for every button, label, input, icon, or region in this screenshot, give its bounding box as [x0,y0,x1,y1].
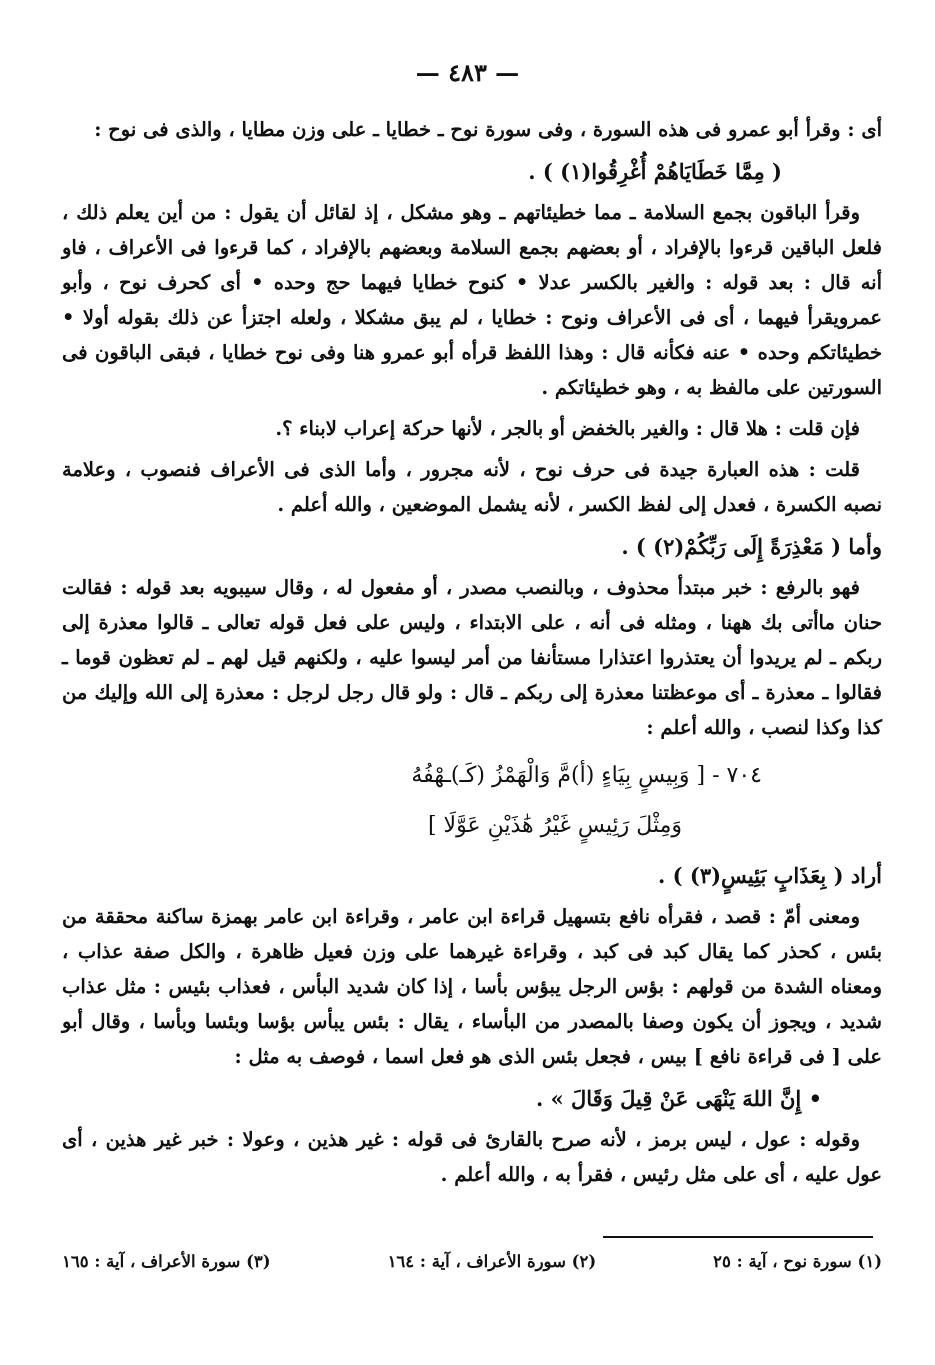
paragraph-4: قلت : هذه العبارة جيدة فى حرف نوح ، لأنه مجرور ، وأما الذى فى الأعراف فنصوب ، وعلامة نصبه الكسرة ، فعدل إلى لفظ الكسر ، لأنه يشمل الموضعين ، والله أعلم . [62,458,882,516]
footnote-divider [603,1236,873,1238]
footnotes [62,1252,882,1271]
paragraph-2: وقرأ الباقون بجمع السلامة ـ مما خطيئاتهم ـ وهو مشكل ، إذ لقائل أن يقول : من أين يعلم ذلك ، فلعل الباقين قرءوا بالإفراد ، أو بعضهم بجمع السلامة وبعضهم بالإفراد ، كما قرءوا فى الأعراف ، فاو أنه قال : بعد قوله : والغير بالكسر عدلا • كنوح خطايا فيهما حج وحده • أى كحرف نوح ، وأبو عمرويقرأ فيهما ، أى فى الأعراف ونوح : خطايا ، لم يبق مشكلا ، ولعله اجتزأ عن ذلك بقوله أولا • خطيئاتكم وحده • عنه فكأنه قال : وهذا اللفظ قرأه أبو عمرو هنا وفى نوح خطايا ، فبقى الباقون فى السورتين على مالفظ به ، وهو خطيئاتكم . [62,201,882,399]
quran-quote-1: ( مِمَّا خَطَايَاهُمْ أُغْرِقُوا(١) ) . [528,159,782,184]
paragraph-1: أى : وقرأ أبو عمرو فى هذه السورة ، وفى سورة نوح ـ خطايا ـ على وزن مطايا ، والذى فى نوح : [94,118,882,141]
paragraph-6: ومعنى أمّ : قصد ، فقرأه نافع بتسهيل قراءة ابن عامر ، وقراءة ابن عامر بهمزة ساكنة محققة من بئس ، كحذر كما يقال كبد فى كبد ، وقراءة غيرهما على وزن فعيل ظاهرة ، والكل صفة عذاب ، ومعناه الشدة من قولهم : بؤس الرجل يبؤس بأسا ، إذا كان شديد البأس ، فعذاب بئيس : مثل عذاب شديد ، ويجوز أن يكون وصفا بالمصدر من البأساء ، يقال : بئس يبأس بؤسا وبئسا وبأسا ، وقال أبو على [ فى قراءة نافع ] بيس ، فجعل بئس الذى هو فعل اسما ، فوصف به مثل : [62,905,882,1068]
paragraph-7: وقوله : عول ، ليس برمز ، لأنه صرح بالقارئ فى قوله : غير هذين ، وعولا : خبر غير هذين ، أى عول عليه ، أى على مثل رئيس ، فقرأ به ، والله أعلم . [62,1128,882,1186]
main-text [62,112,882,1198]
footnote-3: (٣) سورة الأعراف ، آية : ١٦٥ [62,1252,271,1271]
poem-verse [62,751,882,851]
verse-line-1: ٧٠٤ - [ وَبِيسٍ بِيَاءٍ (أ)مَّ وَالْهَمْزُ (كَـ)ـهْفُهُ [411,763,762,788]
hadith-quote: • إِنَّ اللهَ يَنْهَى عَنْ قِيلَ وَقَالَ » . [535,1086,822,1111]
page-number: — ٤٨٣ — [415,58,520,87]
quran-quote-3: أراد ( بِعَذَابٍ بَئِيسٍ(٣) ) . [658,863,882,888]
verse-line-2: وَمِثْلَ رَئِيسٍ غَيْرُ هَٰذَيْنِ عَوَّلَا ] [427,813,682,838]
quran-quote-2: وأما ( مَعْذِرَةً إِلَى رَبِّكُمْ(٢) ) . [621,534,882,559]
paragraph-3: فإن قلت : هلا قال : والغير بالخفض أو بالجر ، لأنها حركة إعراب لابناء ؟. [275,417,860,440]
footnote-2: (٢) سورة الأعراف ، آية : ١٦٤ [387,1252,597,1271]
paragraph-5: فهو بالرفع : خبر مبتدأ محذوف ، وبالنصب مصدر ، أو مفعول له ، وقال سيبويه بعد قوله : فقالت حنان ماأتى بك ههنا ، ومثله فى أنه ، على الابتداء ، وليس على فعل قوله تعالى ـ قالوا معذرة إلى ربكم ـ لم يريدوا أن يعتذروا اعتذارا مستأنفا من أمر ليسوا عليه ، ولكنهم قيل لهم ـ لم تعظون قوما ـ فقالوا ـ معذرة ـ أى موعظتنا معذرة إلى ربكم ـ قال : ولو قال رجل لرجل : معذرة إلى الله وإليك من كذا وكذا لنصب ، والله أعلم : [62,576,882,739]
footnote-1: (١) سورة نوح ، آية : ٢٥ [713,1252,882,1271]
